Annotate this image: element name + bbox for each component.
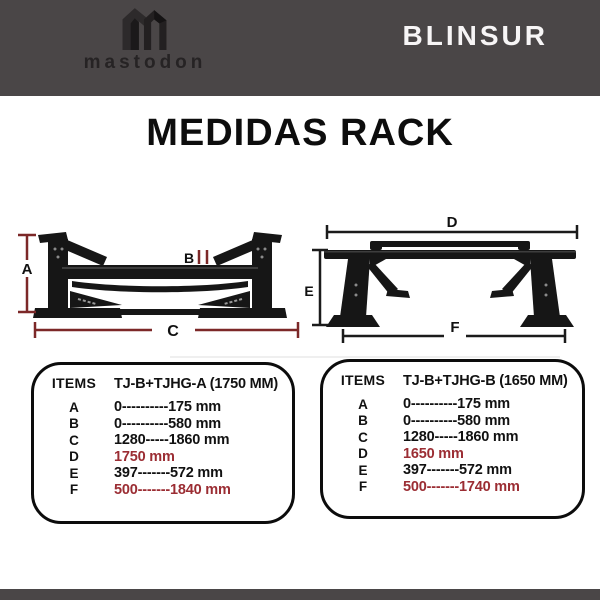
mastodon-logo — [60, 4, 230, 74]
photo-edge-shadow — [170, 356, 560, 358]
item-cell: B — [358, 413, 368, 429]
item-cell: A — [69, 399, 79, 415]
spec-table-b-rows — [323, 396, 582, 495]
item-cell: A — [358, 396, 368, 412]
items-column-header: ITEMS — [51, 375, 97, 391]
value-cell-highlight: 500-------1740 mm — [403, 478, 520, 495]
table-row — [323, 429, 582, 446]
value-cell: 397-------572 mm — [114, 465, 223, 482]
value-cell: 0----------175 mm — [114, 399, 221, 416]
header-band — [0, 0, 600, 96]
table-row — [34, 432, 292, 449]
table-row — [34, 482, 292, 499]
item-cell: F — [69, 482, 79, 498]
dim-label-f: F — [450, 319, 460, 336]
value-cell: 1280-----1860 mm — [114, 432, 230, 449]
dimension-line-e — [312, 250, 328, 325]
value-cell-highlight: 500-------1840 mm — [114, 481, 231, 498]
page-title: MEDIDAS RACK — [146, 112, 454, 154]
rack-front-silhouette — [33, 232, 287, 318]
table-row — [34, 449, 292, 466]
items-column-header: ITEMS — [340, 372, 386, 388]
table-row — [34, 399, 292, 416]
item-cell: E — [69, 465, 79, 481]
item-cell: C — [358, 429, 368, 445]
footer-band — [0, 589, 600, 600]
spec-table-model-b — [320, 359, 585, 519]
spec-table-b-header — [323, 372, 582, 389]
spec-table-a-header — [34, 375, 292, 392]
model-column-header: TJ-B+TJHG-B (1650 MM) — [403, 373, 568, 389]
table-row — [323, 479, 582, 496]
dim-label-a: A — [21, 261, 33, 278]
value-cell: 397-------572 mm — [403, 462, 512, 479]
rack-side-silhouette — [324, 241, 576, 327]
item-cell: D — [358, 446, 368, 462]
value-cell-highlight: 1750 mm — [114, 448, 175, 465]
item-cell: C — [69, 432, 79, 448]
item-cell: B — [69, 416, 79, 432]
table-row — [323, 446, 582, 463]
spec-table-model-a — [31, 362, 295, 524]
spec-table-a-rows — [34, 399, 292, 498]
value-cell-highlight: 1650 mm — [403, 445, 464, 462]
item-cell: E — [358, 462, 368, 478]
dim-label-c: C — [167, 323, 179, 340]
mastodon-m-icon — [118, 4, 172, 50]
table-row — [34, 416, 292, 433]
item-cell: D — [69, 449, 79, 465]
dimension-ticks-b — [199, 250, 207, 264]
dim-label-d: D — [446, 214, 458, 231]
item-cell: F — [358, 479, 368, 495]
table-row — [34, 465, 292, 482]
table-row — [323, 462, 582, 479]
mastodon-wordmark: mastodon — [83, 52, 207, 73]
table-row — [323, 396, 582, 413]
value-cell: 1280-----1860 mm — [403, 429, 519, 446]
value-cell: 0----------175 mm — [403, 396, 510, 413]
dim-label-b: B — [183, 250, 195, 266]
value-cell: 0----------580 mm — [114, 415, 221, 432]
dim-label-e: E — [304, 283, 314, 299]
value-cell: 0----------580 mm — [403, 412, 510, 429]
table-row — [323, 413, 582, 430]
rack-front-view-diagram — [10, 213, 310, 348]
model-column-header: TJ-B+TJHG-A (1750 MM) — [114, 376, 279, 392]
rack-side-view-diagram — [300, 205, 600, 350]
blinsur-wordmark: BLINSUR — [402, 20, 548, 51]
